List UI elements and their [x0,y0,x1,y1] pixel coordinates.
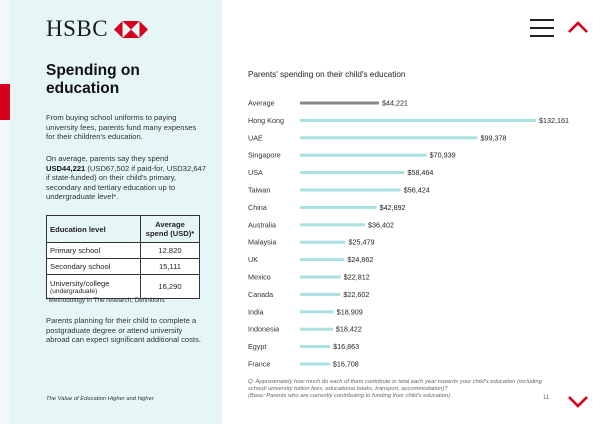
value-label: $25,479 [348,237,375,247]
value-label: $36,402 [368,220,394,230]
bar [300,102,379,105]
question-text: Q: Approximately how much do each of them contribute in total each year towards your child's education (including school/ university tuition fees, educational books, transport, accommodation)? [248,379,542,392]
bar [300,189,401,192]
value-label: $24,862 [347,255,374,265]
chart-title: Parents' spending on their child's education [248,70,406,79]
category-label: France [248,359,271,369]
category-label: USA [248,168,263,178]
question-base: (Base: Parents who are currently contributing to funding their child's education) [248,393,451,399]
row-spend: 12,820 [158,246,182,255]
bar [300,119,536,122]
average-detail: (USD67,502 if paid-for, USD32,647 if state-funded) on their child's primary, secondary and tertiary education up to undergraduate level*. [46,163,206,202]
category-label: UK [248,255,258,265]
row-level-main: University/college [50,278,110,288]
bar [300,310,334,313]
category-label: Canada [248,289,274,299]
category-label: Malaysia [248,237,277,247]
category-label: Mexico [248,272,271,282]
postgrad-text: Parents planning for their child to complete a postgraduate degree or attend university abroad can expect significant additional costs. [46,316,201,345]
bar [300,171,404,174]
value-label: $16,863 [333,342,360,352]
value-label: $44,221 [381,98,408,108]
bar [300,328,333,331]
bar [300,363,330,366]
bar [300,276,341,279]
page-title: Spending on education [46,62,140,97]
methodology-footnote: *Methodology in The research, Definitions [46,297,165,304]
value-label: $56,424 [403,185,430,195]
average-prefix: On average, parents say they spend [46,154,169,163]
row-spend: 16,290 [158,282,182,291]
row-level-sub: (undergraduate) [50,287,98,295]
value-label: $16,708 [332,359,359,369]
logo-wordmark: HSBC [46,16,109,41]
bar [300,223,365,226]
average-value: USD44,221 [46,163,86,173]
value-label: $22,812 [343,272,370,282]
value-label: $18,909 [336,307,363,317]
value-label: $132,161 [539,115,569,125]
category-label: UAE [248,133,263,143]
category-label: Australia [248,220,276,230]
row-spend: 15,111 [158,262,182,271]
value-label: $70,939 [429,150,456,160]
category-label: Indonesia [248,324,280,334]
value-label: $42,892 [379,202,406,212]
value-label: $22,602 [343,289,370,299]
value-label: $58,464 [407,168,434,178]
category-label: India [248,307,264,317]
bar [300,154,427,157]
header-average-spend: Average spend (USD)* [145,220,195,238]
bar [300,345,330,348]
row-level: Primary school [47,243,141,258]
bar [300,293,340,296]
category-label: China [248,202,267,212]
category-label: Singapore [248,150,281,160]
value-label: $99,378 [480,133,507,143]
category-label: Hong Kong [248,115,284,125]
bar [300,206,377,209]
bar [300,241,345,244]
category-label: Taiwan [248,185,271,195]
intro-text: From buying school uniforms to paying university fees, parents fund many expenses for their children's education. [46,113,197,142]
row-level: Secondary school [47,259,141,274]
header-education-level: Education level [47,216,141,242]
value-label: $18,422 [335,324,362,334]
category-label: Average [248,98,275,108]
bar [300,258,344,261]
page-number: 11 [543,395,550,401]
category-label: Egypt [248,342,267,352]
survey-question [248,379,544,400]
bar [300,136,477,139]
report-footer: The Value of Education Higher and higher [46,396,154,402]
